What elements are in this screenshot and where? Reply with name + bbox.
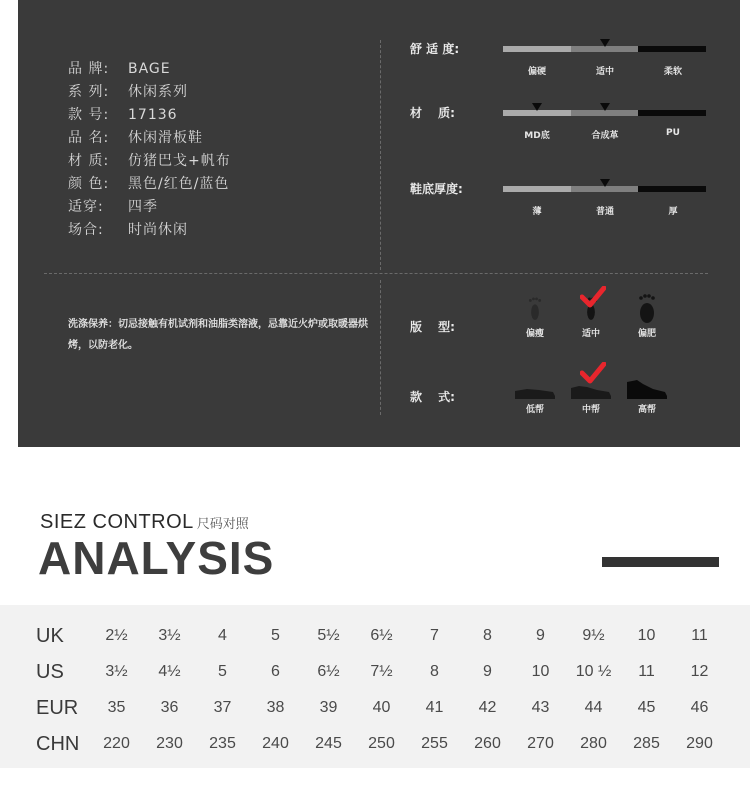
scale-option: 合成革 (591, 131, 619, 141)
spec-value: 休闲系列 (128, 84, 188, 100)
scale-option: 偏硬 (527, 67, 546, 77)
sneaker-icon (513, 378, 557, 400)
spec-value: 时尚休闲 (128, 222, 188, 238)
size-cell: 44 (584, 699, 603, 716)
size-cell: 10 (637, 627, 656, 644)
size-cell: 7 (430, 627, 439, 644)
size-cell: 7½ (370, 663, 393, 680)
scale-marker-icon (532, 103, 542, 111)
spec-label: 适穿: (68, 199, 104, 215)
scale-segment-0 (503, 46, 571, 52)
size-cell: 11 (638, 663, 655, 680)
spec-label: 系 列: (68, 84, 110, 100)
size-row-chn (0, 726, 750, 762)
size-heading-small (40, 511, 249, 534)
size-cell: 6½ (370, 627, 393, 644)
care-instructions: 洗涤保养：切忌接触有机试剂和油脂类溶液，忌靠近火炉或取暖器烘烤，以防老化。 (68, 319, 368, 351)
style-option-1 (566, 366, 616, 415)
size-cell: 4 (218, 627, 227, 644)
fit-option-1 (566, 290, 616, 339)
size-cell: 10 ½ (575, 663, 612, 680)
size-cell: 9 (536, 627, 545, 644)
size-cell: 250 (368, 735, 395, 752)
spec-label: 品 牌: (68, 61, 110, 77)
spec-value: 黑色/红色/蓝色 (128, 176, 230, 192)
style-icon-holder (566, 366, 616, 400)
size-cell: 8 (430, 663, 439, 680)
size-cell: 260 (474, 735, 501, 752)
spec-label: 款 号: (68, 107, 110, 123)
checkmark-icon (580, 286, 606, 308)
size-cell: 36 (160, 699, 179, 716)
size-row-label: EUR (36, 696, 79, 719)
scale-option: 厚 (668, 207, 678, 217)
heading-analysis: ANALYSIS (38, 532, 275, 584)
size-cell: 220 (103, 735, 130, 752)
size-cell: 9 (483, 663, 492, 680)
size-cell: 42 (478, 699, 497, 716)
size-cell: 45 (637, 699, 656, 716)
scale-marker-icon (600, 179, 610, 187)
size-cell: 8 (483, 627, 492, 644)
heading-english: SIEZ CONTROL (40, 511, 194, 533)
fit-icon-holder (566, 290, 616, 324)
size-cell: 280 (580, 735, 607, 752)
size-cell: 10 (531, 663, 550, 680)
size-cell: 39 (319, 699, 338, 716)
size-row-us (0, 654, 750, 690)
size-cell: 6½ (317, 663, 340, 680)
fit-option-0 (510, 290, 560, 339)
size-row-label: US (36, 660, 64, 683)
size-cell: 270 (527, 735, 554, 752)
size-cell: 46 (690, 699, 709, 716)
size-cell: 290 (686, 735, 713, 752)
fit-option-label: 偏瘦 (525, 329, 544, 339)
spec-value: 休闲滑板鞋 (128, 130, 203, 146)
scale-marker-icon (600, 103, 610, 111)
fit-option-2 (622, 290, 672, 339)
size-cell: 5 (271, 627, 280, 644)
size-cell: 9½ (582, 627, 605, 644)
spec-value: 仿猪巴戈+帆布 (128, 153, 231, 169)
scale-option: 柔软 (663, 67, 682, 77)
spec-row (68, 127, 231, 150)
style-option-label: 中帮 (581, 405, 600, 415)
fit-icon-holder (622, 290, 672, 324)
size-cell: 2½ (105, 627, 128, 644)
scale-segment-2 (638, 186, 706, 192)
scale-bar (503, 186, 706, 217)
spec-row (68, 173, 231, 196)
size-cell: 6 (271, 663, 280, 680)
scale-option: 普通 (595, 207, 614, 217)
spec-row (68, 150, 231, 173)
size-row-label: CHN (36, 732, 80, 755)
spec-row (68, 104, 231, 127)
style-option-label: 低帮 (525, 405, 544, 415)
fit-option-label: 适中 (581, 329, 600, 339)
checkmark-icon (580, 362, 606, 384)
style-label: 款 式: (410, 390, 455, 404)
spec-value: BAGE (128, 61, 171, 77)
size-cell: 235 (209, 735, 236, 752)
scale-option: 适中 (595, 67, 614, 77)
fit-icon-holder (510, 290, 560, 324)
size-cell: 240 (262, 735, 289, 752)
style-icon-holder (510, 366, 560, 400)
size-row-eur (0, 690, 750, 726)
spec-label: 颜 色: (68, 176, 110, 192)
horizontal-divider (44, 273, 708, 274)
scale-option: PU (666, 128, 680, 138)
spec-label: 品 名: (68, 130, 110, 146)
size-cell: 40 (372, 699, 391, 716)
size-cell: 5½ (317, 627, 340, 644)
size-row-label: UK (36, 624, 64, 647)
style-option-0 (510, 366, 560, 415)
spec-value: 四季 (128, 199, 158, 215)
size-cell: 43 (531, 699, 550, 716)
scale-segment-2 (638, 110, 706, 116)
heading-chinese: 尺码对照 (196, 517, 249, 532)
size-cell: 255 (421, 735, 448, 752)
size-cell: 37 (213, 699, 232, 716)
product-info-panel (18, 0, 740, 447)
spec-label: 场合: (68, 222, 104, 238)
size-cell: 11 (691, 627, 708, 644)
scale-option: 薄 (532, 207, 542, 217)
scale-segment-0 (503, 186, 571, 192)
size-row-uk (0, 618, 750, 654)
size-cell: 41 (425, 699, 444, 716)
size-cell: 12 (690, 663, 709, 680)
size-cell: 245 (315, 735, 342, 752)
size-cell: 3½ (158, 627, 181, 644)
scale-segment-2 (638, 46, 706, 52)
spec-row (68, 196, 231, 219)
fit-label: 版 型: (410, 320, 455, 334)
spec-row (68, 219, 231, 242)
footprint-icon (638, 294, 656, 324)
sneaker-icon (625, 378, 669, 400)
spec-row (68, 58, 231, 81)
fit-option-label: 偏肥 (637, 329, 656, 339)
spec-row (68, 81, 231, 104)
size-cell: 5 (218, 663, 227, 680)
footprint-icon (528, 294, 542, 324)
size-cell: 38 (266, 699, 285, 716)
scale-label: 材 质: (410, 106, 455, 120)
spec-list (68, 58, 231, 242)
scale-bar (503, 46, 706, 77)
size-cell: 230 (156, 735, 183, 752)
style-option-2 (622, 366, 672, 415)
scale-label: 鞋底厚度: (410, 182, 463, 196)
scale-bar (503, 110, 706, 141)
style-icon-holder (622, 366, 672, 400)
spec-label: 材 质: (68, 153, 110, 169)
size-cell: 35 (107, 699, 126, 716)
spec-value: 17136 (128, 107, 178, 123)
scale-option: MD底 (524, 131, 550, 141)
vertical-divider-top (380, 40, 381, 270)
size-chart-table (0, 605, 750, 768)
size-cell: 4½ (158, 663, 181, 680)
scale-marker-icon (600, 39, 610, 47)
style-option-label: 高帮 (637, 405, 656, 415)
scale-label: 舒 适 度: (410, 42, 460, 56)
heading-accent-bar (602, 557, 719, 567)
vertical-divider-bottom (380, 280, 381, 415)
size-cell: 285 (633, 735, 660, 752)
size-cell: 3½ (105, 663, 128, 680)
